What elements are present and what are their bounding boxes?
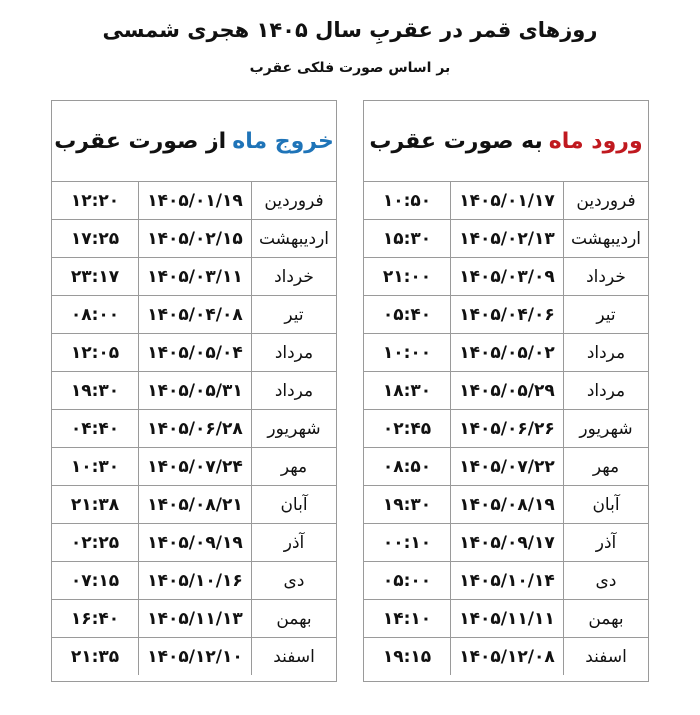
date-cell: ۱۴۰۵/۰۳/۰۹ [451,258,564,296]
month-cell: آذر [252,524,337,562]
table-row [52,448,336,486]
page-title: روزهای قمر در عقربِ سال ۱۴۰۵ هجری شمسی [102,18,598,42]
date-cell: ۱۴۰۵/۰۸/۲۱ [139,486,252,524]
time-cell: ۰۲:۲۵ [52,524,139,562]
time-cell: ۱۸:۳۰ [364,372,451,410]
date-cell: ۱۴۰۵/۰۵/۰۴ [139,334,252,372]
date-cell: ۱۴۰۵/۱۲/۱۰ [139,638,252,676]
month-cell: مهر [252,448,337,486]
time-cell: ۱۶:۴۰ [52,600,139,638]
table-row [52,220,336,258]
table-row [52,258,336,296]
page-subtitle: بر اساس صورت فلکی عقرب [249,60,451,76]
table-row [364,258,648,296]
table-row [52,334,336,372]
time-cell: ۰۸:۰۰ [52,296,139,334]
table-row [364,182,648,220]
month-cell: مهر [564,448,649,486]
month-cell: تیر [564,296,649,334]
date-cell: ۱۴۰۵/۱۰/۱۶ [139,562,252,600]
table-row [52,600,336,638]
table-row [52,486,336,524]
date-cell: ۱۴۰۵/۰۴/۰۶ [451,296,564,334]
month-cell: تیر [252,296,337,334]
date-cell: ۱۴۰۵/۰۶/۲۶ [451,410,564,448]
table-row [52,410,336,448]
time-cell: ۱۵:۳۰ [364,220,451,258]
table-row [52,372,336,410]
date-cell: ۱۴۰۵/۰۳/۱۱ [139,258,252,296]
date-cell: ۱۴۰۵/۰۱/۱۹ [139,182,252,220]
entry-table-header [364,101,648,182]
month-cell: مرداد [564,372,649,410]
date-cell: ۱۴۰۵/۱۰/۱۴ [451,562,564,600]
month-cell: آبان [564,486,649,524]
time-cell: ۰۸:۵۰ [364,448,451,486]
time-cell: ۰۵:۴۰ [364,296,451,334]
time-cell: ۰۷:۱۵ [52,562,139,600]
table-row [364,334,648,372]
date-cell: ۱۴۰۵/۰۵/۰۲ [451,334,564,372]
table-row [52,562,336,600]
date-cell: ۱۴۰۵/۱۲/۰۸ [451,638,564,676]
time-cell: ۰۰:۱۰ [364,524,451,562]
month-cell: دی [252,562,337,600]
date-cell: ۱۴۰۵/۰۵/۳۱ [139,372,252,410]
date-cell: ۱۴۰۵/۰۲/۱۳ [451,220,564,258]
month-cell: مرداد [252,372,337,410]
time-cell: ۱۰:۰۰ [364,334,451,372]
table-row [52,638,336,676]
table-row [364,524,648,562]
time-cell: ۱۹:۳۰ [52,372,139,410]
entry-header-highlight: ورود ماه [548,128,643,154]
table-row [364,410,648,448]
month-cell: خرداد [564,258,649,296]
month-cell: اسفند [252,638,337,676]
time-cell: ۱۷:۲۵ [52,220,139,258]
time-cell: ۱۰:۳۰ [52,448,139,486]
table-row [364,600,648,638]
date-cell: ۱۴۰۵/۰۵/۲۹ [451,372,564,410]
exit-header-rest: از صورت عقرب [54,128,227,154]
table-row [52,296,336,334]
month-cell: اسفند [564,638,649,676]
table-row [364,220,648,258]
month-cell: مرداد [252,334,337,372]
month-cell: فروردین [564,182,649,220]
exit-table [52,182,336,675]
month-cell: شهریور [252,410,337,448]
date-cell: ۱۴۰۵/۰۷/۲۴ [139,448,252,486]
time-cell: ۰۲:۴۵ [364,410,451,448]
time-cell: ۱۰:۵۰ [382,190,432,211]
time-cell: ۱۹:۱۵ [364,638,451,676]
time-cell: ۰۴:۴۰ [52,410,139,448]
date-cell: ۱۴۰۵/۰۹/۱۹ [139,524,252,562]
time-cell: ۱۴:۱۰ [364,600,451,638]
time-cell: ۰۵:۰۰ [364,562,451,600]
table-row [52,182,336,220]
date-cell: ۱۴۰۵/۰۹/۱۷ [451,524,564,562]
date-cell: ۱۴۰۵/۰۷/۲۲ [451,448,564,486]
table-row [364,448,648,486]
time-cell: ۲۳:۱۷ [52,258,139,296]
table-row [364,638,648,676]
date-cell: ۱۴۰۵/۰۸/۱۹ [451,486,564,524]
month-cell: فروردین [252,182,337,220]
table-row [364,296,648,334]
time-cell: ۱۲:۲۰ [70,190,120,211]
date-cell: ۱۴۰۵/۰۴/۰۸ [139,296,252,334]
month-cell: آبان [252,486,337,524]
table-row [364,486,648,524]
entry-header-rest: به صورت عقرب [369,128,543,154]
table-row [364,562,648,600]
table-row [52,524,336,562]
month-cell: شهریور [564,410,649,448]
date-cell: ۱۴۰۵/۰۶/۲۸ [139,410,252,448]
date-cell: ۱۴۰۵/۱۱/۱۱ [451,600,564,638]
date-cell: ۱۴۰۵/۰۲/۱۵ [139,220,252,258]
entry-table [364,182,648,675]
time-cell: ۲۱:۳۸ [52,486,139,524]
month-cell: دی [564,562,649,600]
month-cell: خرداد [252,258,337,296]
month-cell: اردیبهشت [564,220,649,258]
date-cell: ۱۴۰۵/۱۱/۱۳ [139,600,252,638]
table-row [364,372,648,410]
time-cell: ۱۲:۰۵ [52,334,139,372]
date-cell: ۱۴۰۵/۰۱/۱۷ [451,182,564,220]
month-cell: آذر [564,524,649,562]
exit-header-highlight: خروج ماه [232,128,334,154]
time-cell: ۱۹:۳۰ [364,486,451,524]
month-cell: بهمن [564,600,649,638]
exit-table-header [52,101,336,182]
time-cell: ۲۱:۳۵ [52,638,139,676]
month-cell: اردیبهشت [252,220,337,258]
exit-table-panel [51,100,337,682]
entry-table-panel [363,100,649,682]
month-cell: بهمن [252,600,337,638]
month-cell: مرداد [564,334,649,372]
time-cell: ۲۱:۰۰ [364,258,451,296]
